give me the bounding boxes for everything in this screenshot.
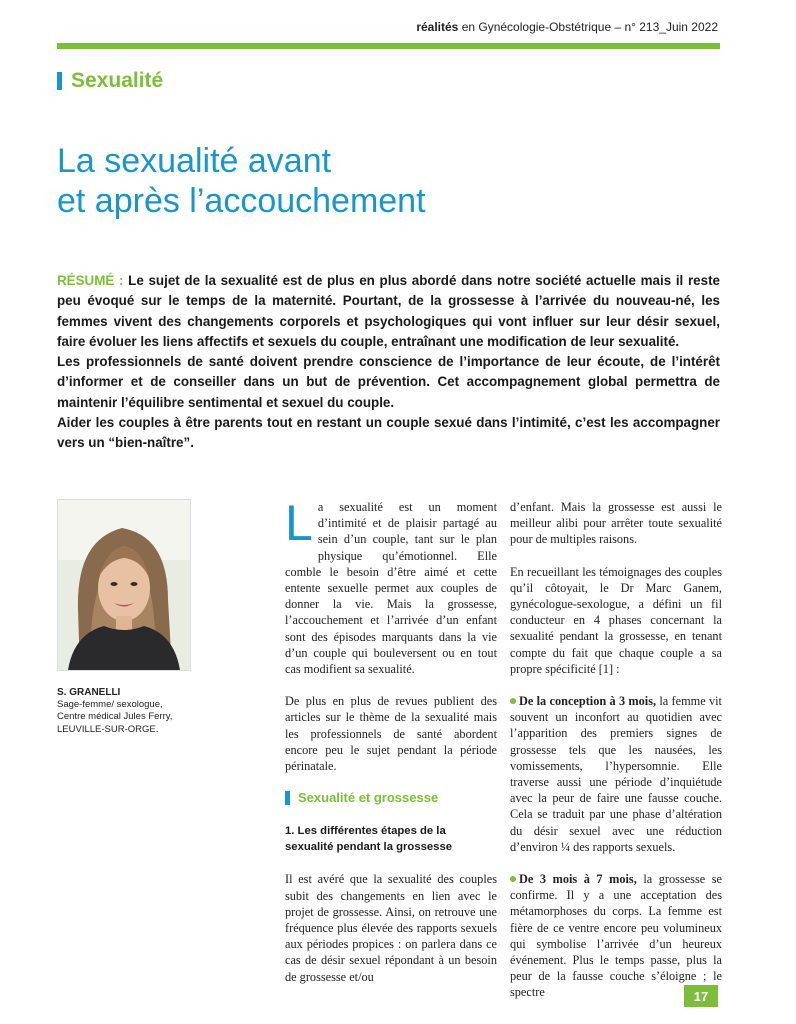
bullet-item-2 (510, 871, 722, 1001)
col2-paragraph-1: d’enfant. Mais la grossesse est aussi le meilleur alibi pour arrêter toute sexualité pour de multiples raisons. (510, 500, 722, 547)
page-number: 17 (684, 985, 718, 1007)
subheading-text: Sexualité et grossesse (298, 790, 439, 806)
section-tag (57, 68, 163, 94)
subheading-marker (285, 791, 290, 805)
subheading (285, 790, 497, 806)
body-column-2 (510, 499, 722, 1017)
col1-paragraph-3: Il est avéré que la sexualité des couples subit des changements en lien avec le projet de grossesse. Ainsi, on retrouve une fréquence plus élevée des rapports sexuels aux périodes propices : on parlera dans ce cas de désir sexuel répondant à un besoin de grossesse et/ou (285, 872, 497, 984)
author-city: LEUVILLE-SUR-ORGE. (57, 723, 159, 735)
title-line-1: La sexualité avant (57, 142, 332, 180)
journal-issue: en Gynécologie-Obstétrique – n° 213_Juin 2022 (458, 20, 718, 34)
abstract-p1: Le sujet de la sexualité est de plus en plus abordé dans notre société actuelle mais il reste peu évoqué sur le temps de la maternité. Pourtant, de la grossesse à l’arrivée du nouveau-né, les femmes vivent des changements corporels et psychologiques qui vont influer sur leur désir sexuel, faire évoluer les liens affectifs et sexuels du couple, entraînant une modification de leur sexualité. (57, 273, 720, 349)
section-label: Sexualité (71, 69, 164, 92)
author-place: Centre médical Jules Ferry, (57, 711, 173, 723)
abstract-p3: Aider les couples à être parents tout en restant un couple sexué dans l’intimité, c’est les accompagner vers un “bien-naître”. (57, 415, 720, 451)
article-title (57, 141, 717, 221)
bullet-icon (510, 698, 516, 704)
journal-name: réalités (416, 20, 459, 34)
col1-paragraph-1: a sexualité est un moment d’intimité et de plaisir partagé au sein d’un couple, tant sur le plan physique qu’émotionnel. Elle comble le besoin d’être aimé et cette entente sexuelle permet aux couples de donner la vie. Mais la grossesse, l’accouchement et l’arrivée d’un enfant sont des épisodes marquants dans la vie d’un couple qui bouleversent ou en tout cas modifient sa sexualité. (285, 500, 497, 677)
bullet-1-lead: De la conception à 3 mois, (519, 694, 657, 709)
abstract (57, 271, 720, 454)
author-role: Sage-femme/ sexologue, (57, 699, 163, 711)
col1-paragraph-2: De plus en plus de revues publient des articles sur le thème de la sexualité mais les professionnels de santé abordent encore peu le sujet pendant la période périnatale. (285, 694, 497, 774)
bullet-2-lead: De 3 mois à 7 mois, (519, 872, 637, 887)
bullet-1-text: la femme vit souvent un inconfort au quotidien avec l’apparition des premiers signes de grossesse tels que les nausées, les vomissements, l’hypersomnie. Elle traverse aussi une période d’inquiétude avec la peur de faire une fausse couche. Cela se traduit par une phase d’altération du désir sexuel avec une réduction d’environ ¼ des rapports sexuels. (510, 694, 722, 854)
header-rule (57, 43, 720, 49)
running-header (416, 20, 718, 34)
section-marker (57, 72, 62, 90)
sub-subheading: 1. Les différentes étapes de la sexualité pendant la grossesse (285, 825, 453, 853)
body-column-1 (285, 495, 497, 1001)
drop-cap: L (285, 495, 313, 551)
bullet-item-1 (510, 693, 722, 855)
author-block (57, 687, 237, 736)
col2-paragraph-2: En recueillant les témoignages des couples qu’il côtoyait, le Dr Marc Ganem, gynécologue-sexologue, a défini un fil conducteur en 4 phases concernant la sexualité pendant la grossesse, en tenant compte du fait que chaque couple a sa propre spécificité [1] : (510, 564, 722, 676)
abstract-p2: Les professionnels de santé doivent prendre conscience de l’importance de leur écoute, de l’intérêt d’informer et de conseiller dans un but de prévention. Cet accompagnement global permettra de maintenir l’équilibre sentimental et sexuel du couple. (57, 354, 720, 410)
author-name: S. GRANELLI (57, 687, 121, 698)
title-line-2: et après l’accouchement (57, 182, 426, 220)
bullet-icon (510, 876, 516, 882)
author-photo (57, 499, 191, 671)
bullet-2-text: la grossesse se confirme. Il y a une acceptation des métamorphoses du corps. La femme est fière de ce ventre encore peu volumineux qui symbolise l’arrivée d’un heureux événement. Plus le temps passe, plus la peur de la fausse couche s’éloigne ; le spectre (510, 872, 722, 1000)
abstract-label: RÉSUMÉ : (57, 273, 124, 288)
